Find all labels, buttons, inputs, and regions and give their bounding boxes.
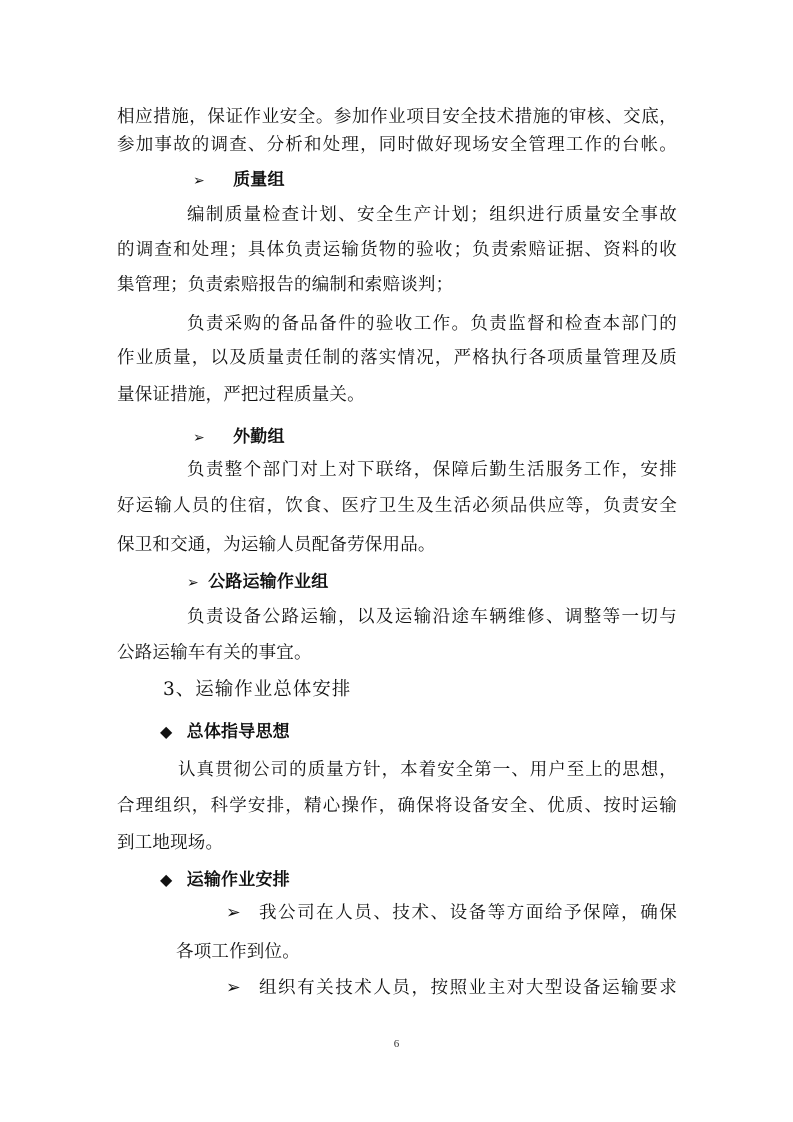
diamond-bullet-icon: ◆ xyxy=(160,870,173,889)
paragraph-line: 保卫和交通，为运输人员配备劳保用品。 xyxy=(117,535,436,555)
diamond-bullet-icon: ◆ xyxy=(160,722,173,741)
list-item-line: 各项工作到位。 xyxy=(176,942,300,962)
paragraph-line: 好运输人员的住宿，饮食、医疗卫生及生活必须品供应等，负责安全 xyxy=(117,496,677,516)
list-item-line: 组织有关技术人员，按照业主对大型设备运输要求 xyxy=(259,978,677,998)
arrow-bullet-icon: ➢ xyxy=(193,173,205,189)
paragraph-line: 量保证措施，严把过程质量关。 xyxy=(117,385,365,405)
section-heading-logistics-group xyxy=(193,426,285,449)
arrow-bullet-icon: ➢ xyxy=(187,575,199,591)
paragraph-line: 相应措施，保证作业安全。参加作业项目安全技术措施的审核、交底， xyxy=(117,107,677,127)
paragraph-line: 的调查和处理；具体负责运输货物的验收；负责索赔证据、资料的收 xyxy=(117,240,677,260)
list-item-line: 我公司在人员、技术、设备等方面给予保障，确保 xyxy=(259,903,677,923)
section-3-heading: 3、运输作业总体安排 xyxy=(163,679,352,700)
paragraph-line: 编制质量检查计划、安全生产计划；组织进行质量安全事故 xyxy=(187,205,677,225)
paragraph-line: 作业质量，以及质量责任制的落实情况，严格执行各项质量管理及质 xyxy=(117,348,677,368)
paragraph-line: 认真贯彻公司的质量方针，本着安全第一、用户至上的思想， xyxy=(178,760,677,780)
paragraph-line: 公路运输车有关的事宜。 xyxy=(117,643,312,663)
subsection-heading-transport-arrangement xyxy=(160,869,290,891)
arrow-bullet-icon: ➢ xyxy=(226,903,241,923)
paragraph-line: 到工地现场。 xyxy=(117,833,224,853)
paragraph-line: 合理组织，科学安排，精心操作，确保将设备安全、优质、按时运输 xyxy=(117,796,677,816)
page-number: 6 xyxy=(393,1038,400,1050)
heading-text: 公路运输作业组 xyxy=(208,572,329,592)
arrow-bullet-icon: ➢ xyxy=(193,430,205,446)
paragraph-line: 负责设备公路运输，以及运输沿途车辆维修、调整等一切与 xyxy=(187,607,677,627)
section-heading-road-group xyxy=(187,571,328,594)
arrow-bullet-icon: ➢ xyxy=(226,978,241,998)
heading-text: 质量组 xyxy=(233,170,285,190)
heading-text: 外勤组 xyxy=(233,427,285,447)
heading-text: 运输作业安排 xyxy=(186,870,290,890)
paragraph-line: 参加事故的调查、分析和处理，同时做好现场安全管理工作的台帐。 xyxy=(117,135,677,155)
subsection-heading-guiding-principle xyxy=(160,721,290,743)
paragraph-line: 集管理；负责索赔报告的编制和索赔谈判； xyxy=(117,275,454,295)
section-heading-quality-group xyxy=(193,169,285,192)
paragraph-line: 负责采购的备品备件的验收工作。负责监督和检查本部门的 xyxy=(187,314,677,334)
paragraph-line: 负责整个部门对上对下联络，保障后勤生活服务工作，安排 xyxy=(187,460,677,480)
heading-text: 总体指导思想 xyxy=(186,722,290,742)
